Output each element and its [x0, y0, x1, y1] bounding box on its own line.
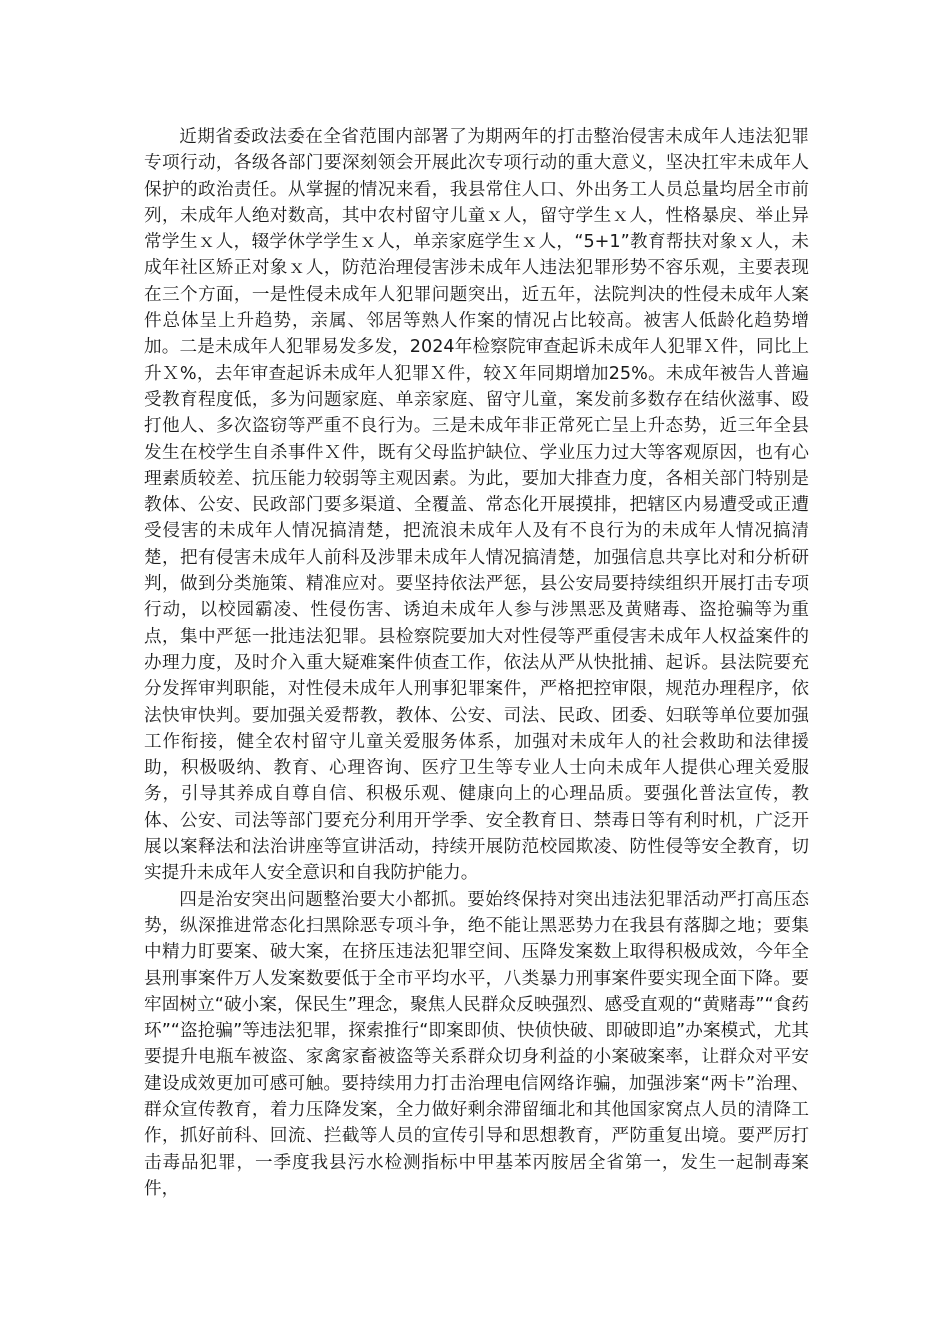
document-body — [144, 124, 809, 1202]
paragraph-public-security: 四是治安突出问题整治要大小都抓。要始终保持对突出违法犯罪活动严打高压态势，纵深推进常态化扫黑除恶专项斗争，绝不能让黑恶势力在我县有落脚之地；要集中精力盯要案、破大案，在挤压违法犯罪空间、压降发案数上取得积极成效，今年全县刑事案件万人发案数要低于全市平均水平，八类暴力刑事案件要实现全面下降。要牢固树立“破小案，保民生”理念，聚焦人民群众反映强烈、感受直观的“黄赌毒”“食药环”“盗抢骗”等违法犯罪，探索推行“即案即侦、快侦快破、即破即追”办案模式，尤其要提升电瓶车被盗、家禽家畜被盗等关系群众切身利益的小案破案率，让群众对平安建设成效更加可感可触。要持续用力打击治理电信网络诈骗，加强涉案“两卡”治理、群众宣传教育，着力压降发案，全力做好剩余滞留缅北和其他国家窝点人员的清降工作，抓好前科、回流、拦截等人员的宣传引导和思想教育，严防重复出境。要严厉打击毒品犯罪，一季度我县污水检测指标中甲基苯丙胺居全省第一，发生一起制毒案件， — [144, 889, 809, 1199]
paragraph-minor-protection: 近期省委政法委在全省范围内部署了为期两年的打击整治侵害未成年人违法犯罪专项行动，各级各部门要深刻领会开展此次专项行动的重大意义，坚决扛牢未成年人保护的政治责任。从掌握的情况来看，我县常住人口、外出务工人员总量均居全市前列，未成年人绝对数高，其中农村留守儿童ｘ人，留守学生ｘ人，性格暴戾、举止异常学生ｘ人，辍学休学学生ｘ人，单亲家庭学生ｘ人，“5+1”教育帮扶对象ｘ人，未成年社区矫正对象ｘ人，防范治理侵害涉未成年人违法犯罪形势不容乐观，主要表现在三个方面，一是性侵未成年人犯罪问题突出，近五年，法院判决的性侵未成年人案件总体呈上升趋势，亲属、邻居等熟人作案的情况占比较高。被害人低龄化趋势增加。二是未成年人犯罪易发多发，2024年检察院审查起诉未成年人犯罪Ｘ件，同比上升Ｘ%，去年审查起诉未成年人犯罪Ｘ件，较Ｘ年同期增加25%。未成年被告人普遍受教育程度低，多为问题家庭、单亲家庭、留守儿童，案发前多数存在结伙滋事、殴打他人、多次盗窃等严重不良行为。三是未成年非正常死亡呈上升态势，近三年全县发生在校学生自杀事件Ｘ件，既有父母监护缺位、学业压力过大等客观原因，也有心理素质较差、抗压能力较弱等主观因素。为此，要加大排查力度，各相关部门特别是教体、公安、民政部门要多渠道、全覆盖、常态化开展摸排，把辖区内易遭受或正遭受侵害的未成年人情况搞清楚，把流浪未成年人及有不良行为的未成年人情况搞清楚，把有侵害未成年人前科及涉罪未成年人情况搞清楚，加强信息共享比对和分析研判，做到分类施策、精准应对。要坚持依法严惩，县公安局要持续组织开展打击专项行动，以校园霸凌、性侵伤害、诱迫未成年人参与涉黑恶及黄赌毒、盗抢骗等为重点，集中严惩一批违法犯罪。县检察院要加大对性侵等严重侵害未成年人权益案件的办理力度，及时介入重大疑难案件侦查工作，依法从严从快批捕、起诉。县法院要充分发挥审判职能，对性侵未成年人刑事犯罪案件，严格把控审限，规范办理程序，依法快审快判。要加强关爱帮教，教体、公安、司法、民政、团委、妇联等单位要加强工作衔接，健全农村留守儿童关爱服务体系，加强对未成年人的社会救助和法律援助，积极吸纳、教育、心理咨询、医疗卫生等专业人士向未成年人提供心理关爱服务，引导其养成自尊自信、积极乐观、健康向上的心理品质。要强化普法宣传，教体、公安、司法等部门要充分利用开学季、安全教育日、禁毒日等有利时机，广泛开展以案释法和法治讲座等宣讲活动，持续开展防范校园欺凌、防性侵等安全教育，切实提升未成年人安全意识和自我防护能力。 — [144, 127, 809, 884]
